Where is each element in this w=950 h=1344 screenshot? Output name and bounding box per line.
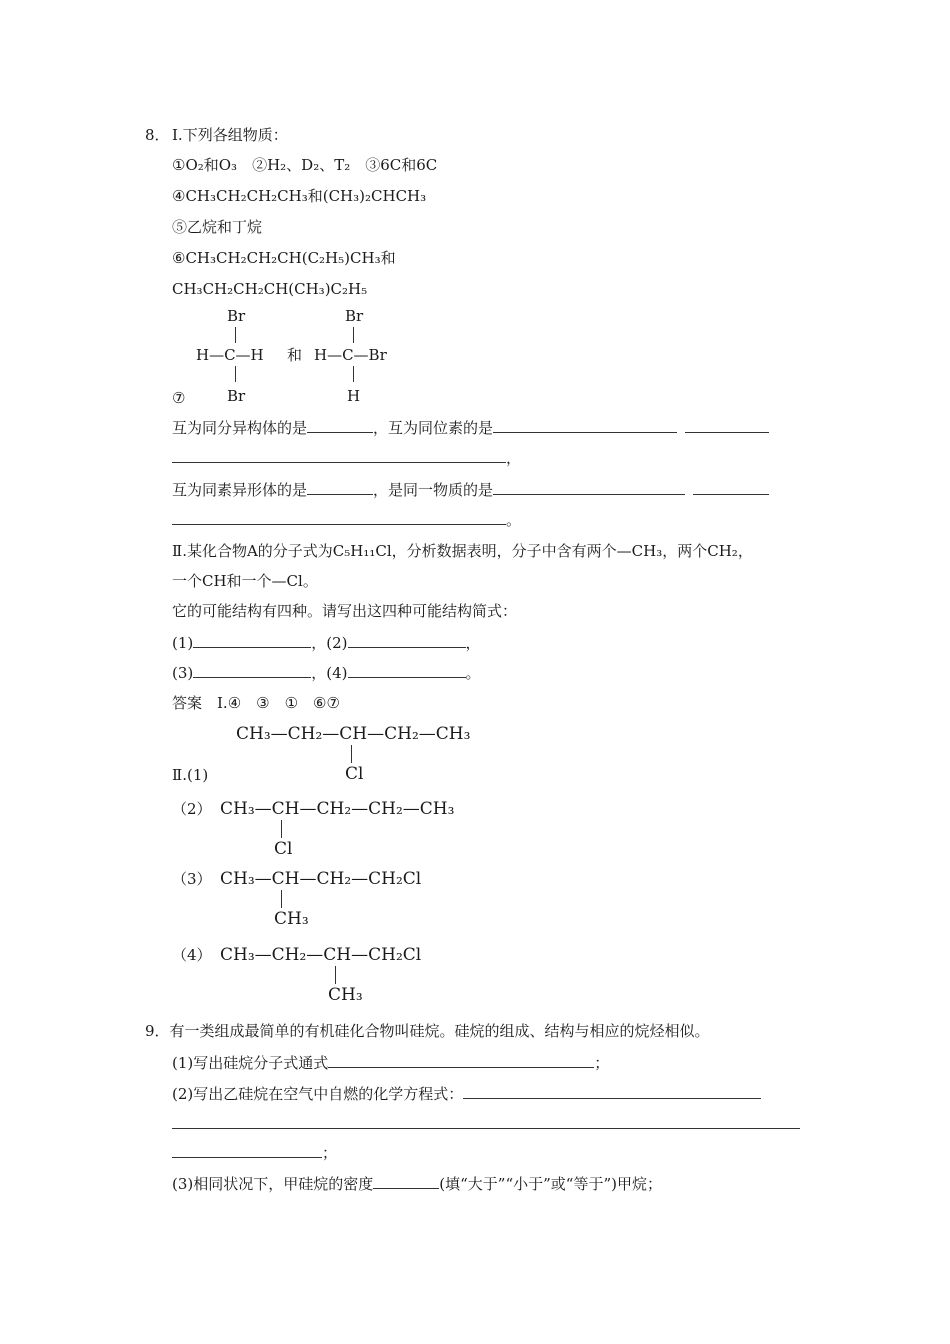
- q8-part2-line-3: 它的可能结构有四种。请写出这四种可能结构简式：: [172, 602, 518, 620]
- ans4-number: （4）: [172, 946, 212, 964]
- structure-blank-3[interactable]: [193, 663, 311, 678]
- q8-comma: ，: [506, 449, 522, 467]
- q8-allotrope-text: 互为同素异形体的是: [172, 481, 308, 499]
- ans4-chain: CH₃—CH₂—CH—CH₂Cl: [220, 945, 422, 965]
- ans2-number: （2）: [172, 800, 212, 818]
- q8-same-text: ，是同一物质的是: [373, 481, 494, 499]
- q8-structure-blanks-1: [172, 633, 481, 652]
- isotope-blank-3[interactable]: [172, 448, 506, 463]
- ans3-chain: CH₃—CH—CH₂—CH₂Cl: [220, 869, 422, 889]
- struct7-left-bond-down: [235, 366, 236, 382]
- q8-item-line-4: ⑥CH₃CH₂CH₂CH(C₂H₅)CH₃和: [172, 249, 396, 267]
- blank-label-2: ，(2): [311, 634, 348, 652]
- q8-part2-line-1: Ⅱ.某化合物A的分子式为C₅H₁₁Cl，分析数据表明，分子中含有两个—CH₃，两个CH₂，: [172, 542, 753, 560]
- silane-formula-blank[interactable]: [328, 1053, 594, 1068]
- question-8-part1-heading: Ⅰ.下列各组物质：: [172, 126, 288, 144]
- q8-isotope-text: ，互为同位素的是: [373, 419, 494, 437]
- struct7-left-middle: H—C—H: [196, 346, 264, 364]
- q8-item-line-1: ①O₂和O₃ ②H₂、D₂、T₂ ③6C和6C: [172, 156, 438, 174]
- q8-part2-line-2: 一个CH和一个—Cl。: [172, 572, 318, 590]
- struct7-right-middle: H—C—Br: [314, 346, 387, 364]
- struct7-left-bottom: Br: [227, 387, 246, 405]
- ans2-chain: CH₃—CH—CH₂—CH₂—CH₃: [220, 799, 455, 819]
- q9-s3-text: (3)相同状况下，甲硅烷的密度: [172, 1175, 374, 1193]
- q9-s3-end: (填“大于”“小于”或“等于”)甲烷；: [439, 1175, 662, 1193]
- ans4-bond: [335, 966, 336, 984]
- allotrope-blank[interactable]: [307, 480, 373, 495]
- ans1-substituent: Cl: [345, 764, 364, 784]
- blank-label-4: ，(4): [311, 664, 348, 682]
- q9-sub-3: [172, 1174, 662, 1193]
- q9-sub-1: [172, 1053, 609, 1072]
- ans3-bond: [281, 890, 282, 908]
- blank-label-1: (1): [172, 634, 194, 652]
- struct7-left-top: Br: [227, 307, 246, 325]
- same-substance-blank-2[interactable]: [693, 480, 769, 495]
- isotope-blank-1[interactable]: [493, 418, 677, 433]
- q9-s2-text: (2)写出乙硅烷在空气中自燃的化学方程式：: [172, 1085, 464, 1103]
- struct7-right-bottom: H: [347, 387, 361, 405]
- same-substance-blank-3[interactable]: [172, 510, 506, 525]
- blank-period: 。: [465, 664, 481, 682]
- q8-isomer-text: 互为同分异构体的是: [172, 419, 308, 437]
- struct7-left-bond-up: [235, 327, 236, 343]
- q8-same-cont-line: [172, 510, 521, 529]
- isotope-blank-2[interactable]: [685, 418, 769, 433]
- q8-isotope-cont-line: [172, 448, 521, 467]
- question-9-stem: 9．有一类组成最简单的有机硅化合物叫硅烷。硅烷的组成、结构与相应的烷烃相似。: [145, 1022, 710, 1040]
- ans3-number: （3）: [172, 870, 212, 888]
- isomer-blank[interactable]: [307, 418, 373, 433]
- q9-s1-end: ；: [594, 1054, 610, 1072]
- ans2-bond: [281, 820, 282, 838]
- q9-sub-2-cont: [172, 1114, 800, 1133]
- structure-blank-4[interactable]: [348, 663, 466, 678]
- answer-part2-label: Ⅱ.(1): [172, 766, 209, 784]
- struct7-right-bond-up: [353, 327, 354, 343]
- blank-comma: ，: [465, 634, 481, 652]
- answer-part1: 答案 Ⅰ.④ ③ ① ⑥⑦: [172, 694, 340, 712]
- q9-sub-2: [172, 1084, 761, 1103]
- structure-blank-1[interactable]: [193, 633, 311, 648]
- struct7-right-top: Br: [345, 307, 364, 325]
- q8-period: 。: [506, 511, 522, 529]
- equation-blank-3[interactable]: [172, 1143, 322, 1158]
- q9-sub-2-end: [172, 1143, 337, 1162]
- q8-item-line-3: ⑤乙烷和丁烷: [172, 218, 263, 236]
- q8-item-line-5: CH₃CH₂CH₂CH(CH₃)C₂H₅: [172, 280, 368, 298]
- ans1-bond: [351, 745, 352, 763]
- ans3-substituent: CH₃: [274, 909, 309, 929]
- q9-s2-end: ；: [322, 1144, 338, 1162]
- structure-blank-2[interactable]: [348, 633, 466, 648]
- struct7-label: ⑦: [172, 389, 186, 407]
- equation-blank-1[interactable]: [463, 1084, 761, 1099]
- q8-isomer-line: [172, 418, 769, 437]
- ans2-substituent: Cl: [274, 839, 293, 859]
- density-blank[interactable]: [373, 1174, 439, 1189]
- q8-allotrope-line: [172, 480, 769, 499]
- blank-label-3: (3): [172, 664, 194, 682]
- q9-s1-text: (1)写出硅烷分子式通式: [172, 1054, 329, 1072]
- ans1-chain: CH₃—CH₂—CH—CH₂—CH₃: [236, 724, 471, 744]
- struct7-and: 和: [287, 346, 303, 364]
- q8-structure-blanks-2: [172, 663, 481, 682]
- same-substance-blank-1[interactable]: [493, 480, 685, 495]
- equation-blank-2[interactable]: [172, 1114, 800, 1129]
- q8-item-line-2: ④CH₃CH₂CH₂CH₃和(CH₃)₂CHCH₃: [172, 187, 427, 205]
- ans4-substituent: CH₃: [328, 985, 363, 1005]
- question-8-number: 8．: [145, 126, 170, 144]
- struct7-right-bond-down: [353, 366, 354, 382]
